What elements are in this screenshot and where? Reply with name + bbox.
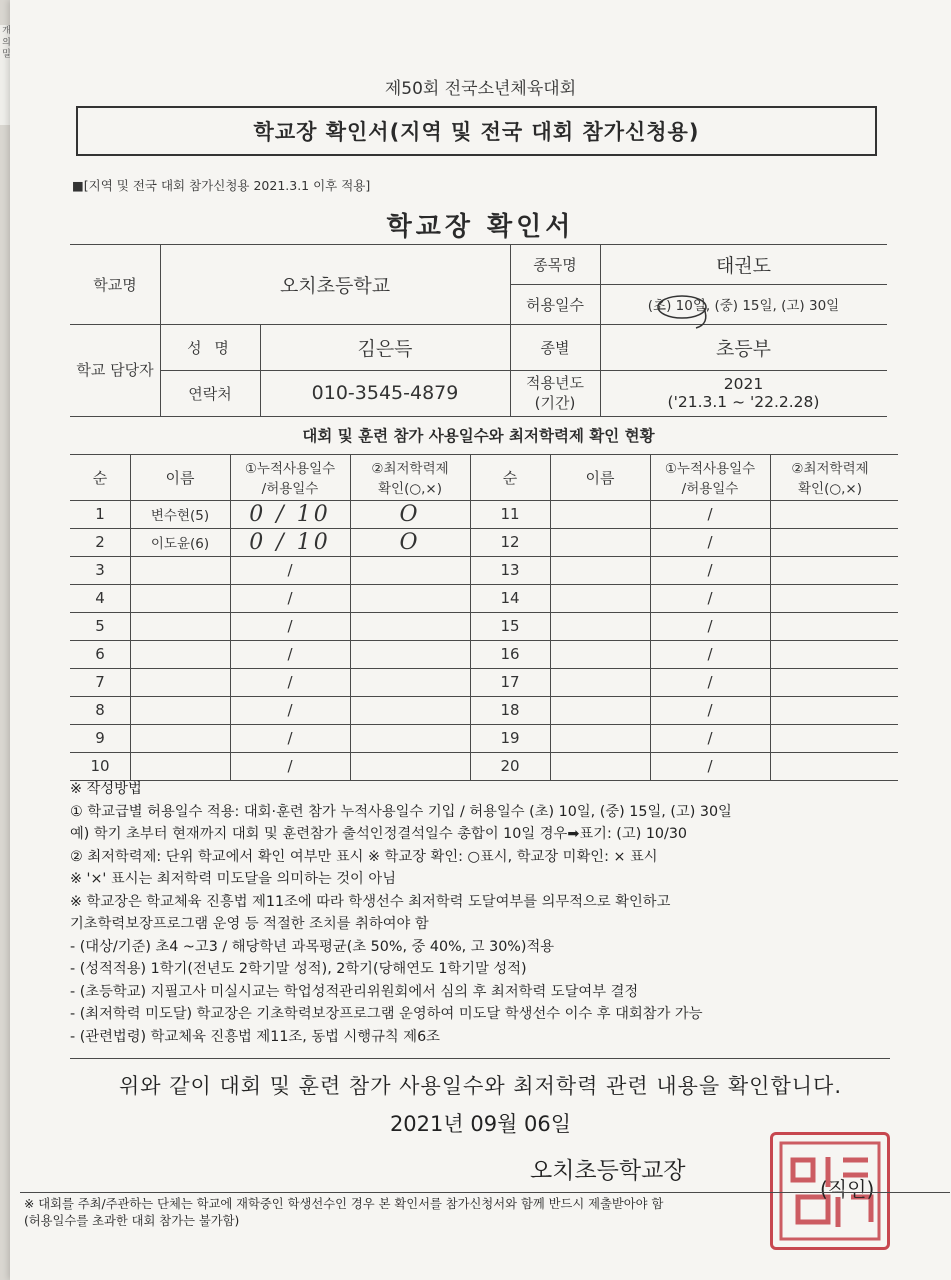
instruction-line: ① 학교급별 허용일수 적용: 대회·훈련 참가 누적사용일수 기입 / 허용일수 (초) 10일, (중) 15일, (고) 30일: [70, 803, 732, 820]
school-label: 학교명: [93, 275, 137, 294]
academic-check: [350, 724, 470, 752]
usage-days: /: [707, 589, 713, 607]
row-number: 16: [500, 645, 520, 663]
event-title: 제50회 전국소년체육대회: [384, 79, 577, 99]
seal-label: (직인): [820, 1177, 875, 1201]
row-number: 1: [95, 505, 105, 523]
document-page: [10, 0, 951, 1280]
adjacent-page-edge: 개 의 밀: [0, 25, 10, 125]
academic-check: [770, 556, 898, 584]
school-value: 오치초등학교: [279, 274, 391, 297]
row-number: 2: [95, 533, 105, 551]
instruction-line: - (성적적용) 1학기(전년도 2학기말 성적), 2학기(당해연도 1학기말 성적): [70, 961, 527, 977]
event-value: 태권도: [715, 254, 772, 277]
issue-date: 2021년 09월 06일: [389, 1112, 572, 1136]
usage-days: /: [287, 617, 293, 635]
row-number: 9: [95, 729, 105, 747]
student-name: [130, 640, 230, 668]
student-name: [130, 696, 230, 724]
student-name: [550, 696, 650, 724]
usage-days: 0 / 10: [249, 501, 331, 527]
instruction-line: ※ 작성방법: [70, 781, 142, 797]
usage-days: /: [707, 701, 713, 719]
usage-days: /: [707, 561, 713, 579]
instruction-line: - (대상/기준) 초4 ~고3 / 해당학년 과목평균(초 50%, 중 40%, 고 30%)적용: [70, 938, 555, 955]
header-name-left: 이름: [165, 468, 195, 487]
academic-check: [770, 640, 898, 668]
student-name: 이도윤(6): [150, 536, 210, 552]
academic-check: [770, 696, 898, 724]
student-name: [550, 556, 650, 584]
student-name: [550, 640, 650, 668]
row-number: 17: [500, 673, 520, 691]
instruction-line: ※ 학교장은 학교체육 진흥법 제11조에 따라 학생선수 최저학력 도달여부를 의무적으로 확인하고: [70, 893, 671, 910]
header-name-right: 이름: [585, 468, 615, 487]
student-name: [130, 612, 230, 640]
category-value: 초등부: [715, 337, 772, 360]
usage-days: /: [287, 589, 293, 607]
academic-check: [770, 724, 898, 752]
row-number: 10: [90, 757, 110, 775]
academic-check: [350, 752, 470, 780]
row-number: 14: [500, 589, 520, 607]
student-name: [550, 612, 650, 640]
academic-check: [350, 584, 470, 612]
row-number: 13: [500, 561, 520, 579]
usage-days: /: [287, 561, 293, 579]
row-number: 4: [95, 589, 105, 607]
event-label: 종목명: [533, 255, 577, 274]
usage-days: /: [707, 505, 713, 523]
student-name: [550, 528, 650, 556]
bottom-note: [24, 1196, 663, 1230]
usage-days: /: [707, 757, 713, 775]
academic-check: [770, 612, 898, 640]
usage-days: /: [287, 645, 293, 663]
row-number: 3: [95, 561, 105, 579]
student-name: [550, 500, 650, 528]
student-name: 변수현(5): [150, 508, 210, 524]
student-name: [130, 724, 230, 752]
academic-check: [350, 612, 470, 640]
confirmation-statement: 위와 같이 대회 및 훈련 참가 사용일수와 최저학력 관련 내용을 확인합니다.: [118, 1074, 842, 1098]
instructions: [70, 778, 930, 1048]
instruction-line: - (관련법령) 학교체육 진흥법 제11조, 동법 시행규칙 제6조: [70, 1028, 440, 1045]
category-label: 종별: [540, 338, 570, 357]
academic-check: O: [399, 529, 421, 555]
row-number: 8: [95, 701, 105, 719]
header-academic-right: ②최저학력제 확인(○,×): [791, 461, 869, 497]
header-no-left: 순: [92, 468, 108, 487]
row-number: 5: [95, 617, 105, 635]
bottom-note-line-1: ※ 대회를 주최/주관하는 단체는 학교에 재학중인 학생선수인 경우 본 확인서를 참가신청서와 함께 반드시 제출받아야 함: [24, 1197, 664, 1211]
row-number: 19: [500, 729, 520, 747]
row-number: 12: [500, 533, 520, 551]
instruction-line: ※ '×' 표시는 최저학력 미도달을 의미하는 것이 아님: [70, 871, 397, 887]
top-note: ■[지역 및 전국 대회 참가신청용 2021.3.1 이후 적용]: [72, 178, 371, 193]
contact-label: 연락처: [188, 384, 232, 403]
usage-days: /: [707, 645, 713, 663]
student-name: [130, 668, 230, 696]
student-name: [550, 752, 650, 780]
header-no-right: 순: [502, 468, 518, 487]
student-name: [130, 752, 230, 780]
instruction-line: - (최저학력 미도달) 학교장은 기초학력보장프로그램 운영하여 미도달 학생선수 이수 후 대회참가 가능: [70, 1006, 703, 1022]
academic-check: [350, 668, 470, 696]
student-name: [550, 668, 650, 696]
period-value: ('21.3.1 ~ '22.2.28): [667, 393, 820, 411]
year-value: 2021: [723, 375, 764, 393]
name-label: 성 명: [187, 338, 233, 357]
student-name: [550, 724, 650, 752]
days-value: (초) 10일, (중) 15일, (고) 30일: [647, 298, 840, 314]
row-number: 15: [500, 617, 520, 635]
manager-label: 학교 담당자: [76, 361, 154, 379]
academic-check: [770, 500, 898, 528]
header-academic-left: ②최저학력제 확인(○,×): [371, 461, 449, 497]
header-days-right: ①누적사용일수 /허용일수: [664, 461, 756, 497]
academic-check: [770, 528, 898, 556]
student-name: [550, 584, 650, 612]
usage-days: /: [707, 533, 713, 551]
student-name: [130, 556, 230, 584]
academic-check: [350, 556, 470, 584]
row-number: 7: [95, 673, 105, 691]
instruction-line: ② 최저학력제: 단위 학교에서 확인 여부만 표시 ※ 학교장 확인: ○표시, 학교장 미확인: × 표시: [70, 848, 658, 865]
row-number: 6: [95, 645, 105, 663]
usage-days: /: [707, 617, 713, 635]
row-number: 18: [500, 701, 520, 719]
academic-check: [350, 696, 470, 724]
bottom-note-line-2: (허용일수를 초과한 대회 참가는 불가함): [24, 1214, 240, 1228]
usage-days: /: [707, 673, 713, 691]
usage-days: /: [287, 757, 293, 775]
usage-days: /: [287, 673, 293, 691]
academic-check: [770, 584, 898, 612]
form-title: 학교장 확인서: [386, 212, 575, 242]
academic-check: O: [399, 501, 421, 527]
usage-days: 0 / 10: [249, 529, 331, 555]
year-cell: [600, 370, 887, 416]
main-title: 학교장 확인서(지역 및 전국 대회 참가신청용): [76, 106, 877, 156]
instruction-line: 예) 학기 초부터 현재까지 대회 및 훈련참가 출석인정결석일수 총합이 10일 경우➡표기: (고) 10/30: [70, 826, 688, 842]
row-number: 11: [500, 505, 520, 523]
year-label: 적용년도 (기간): [526, 374, 584, 412]
name-value: 김은득: [357, 337, 413, 360]
header-days-left: ①누적사용일수 /허용일수: [244, 461, 336, 497]
row-number: 20: [500, 757, 520, 775]
academic-check: [770, 752, 898, 780]
usage-days: /: [707, 729, 713, 747]
contact-value: 010-3545-4879: [311, 382, 459, 404]
usage-days: /: [287, 729, 293, 747]
days-label: 허용일수: [526, 295, 584, 314]
academic-check: [350, 640, 470, 668]
student-name: [130, 584, 230, 612]
instruction-line: 기초학력보장프로그램 운영 등 적절한 조치를 취하여야 함: [70, 916, 429, 932]
academic-check: [770, 668, 898, 696]
principal-name: 오치초등학교장: [530, 1158, 686, 1184]
usage-days: /: [287, 701, 293, 719]
instruction-line: - (초등학교) 지필고사 미실시교는 학업성적관리위원회에서 심의 후 최저학력 도달여부 결정: [70, 983, 639, 1000]
usage-table-title: 대회 및 훈련 참가 사용일수와 최저학력제 확인 현황: [302, 427, 655, 445]
